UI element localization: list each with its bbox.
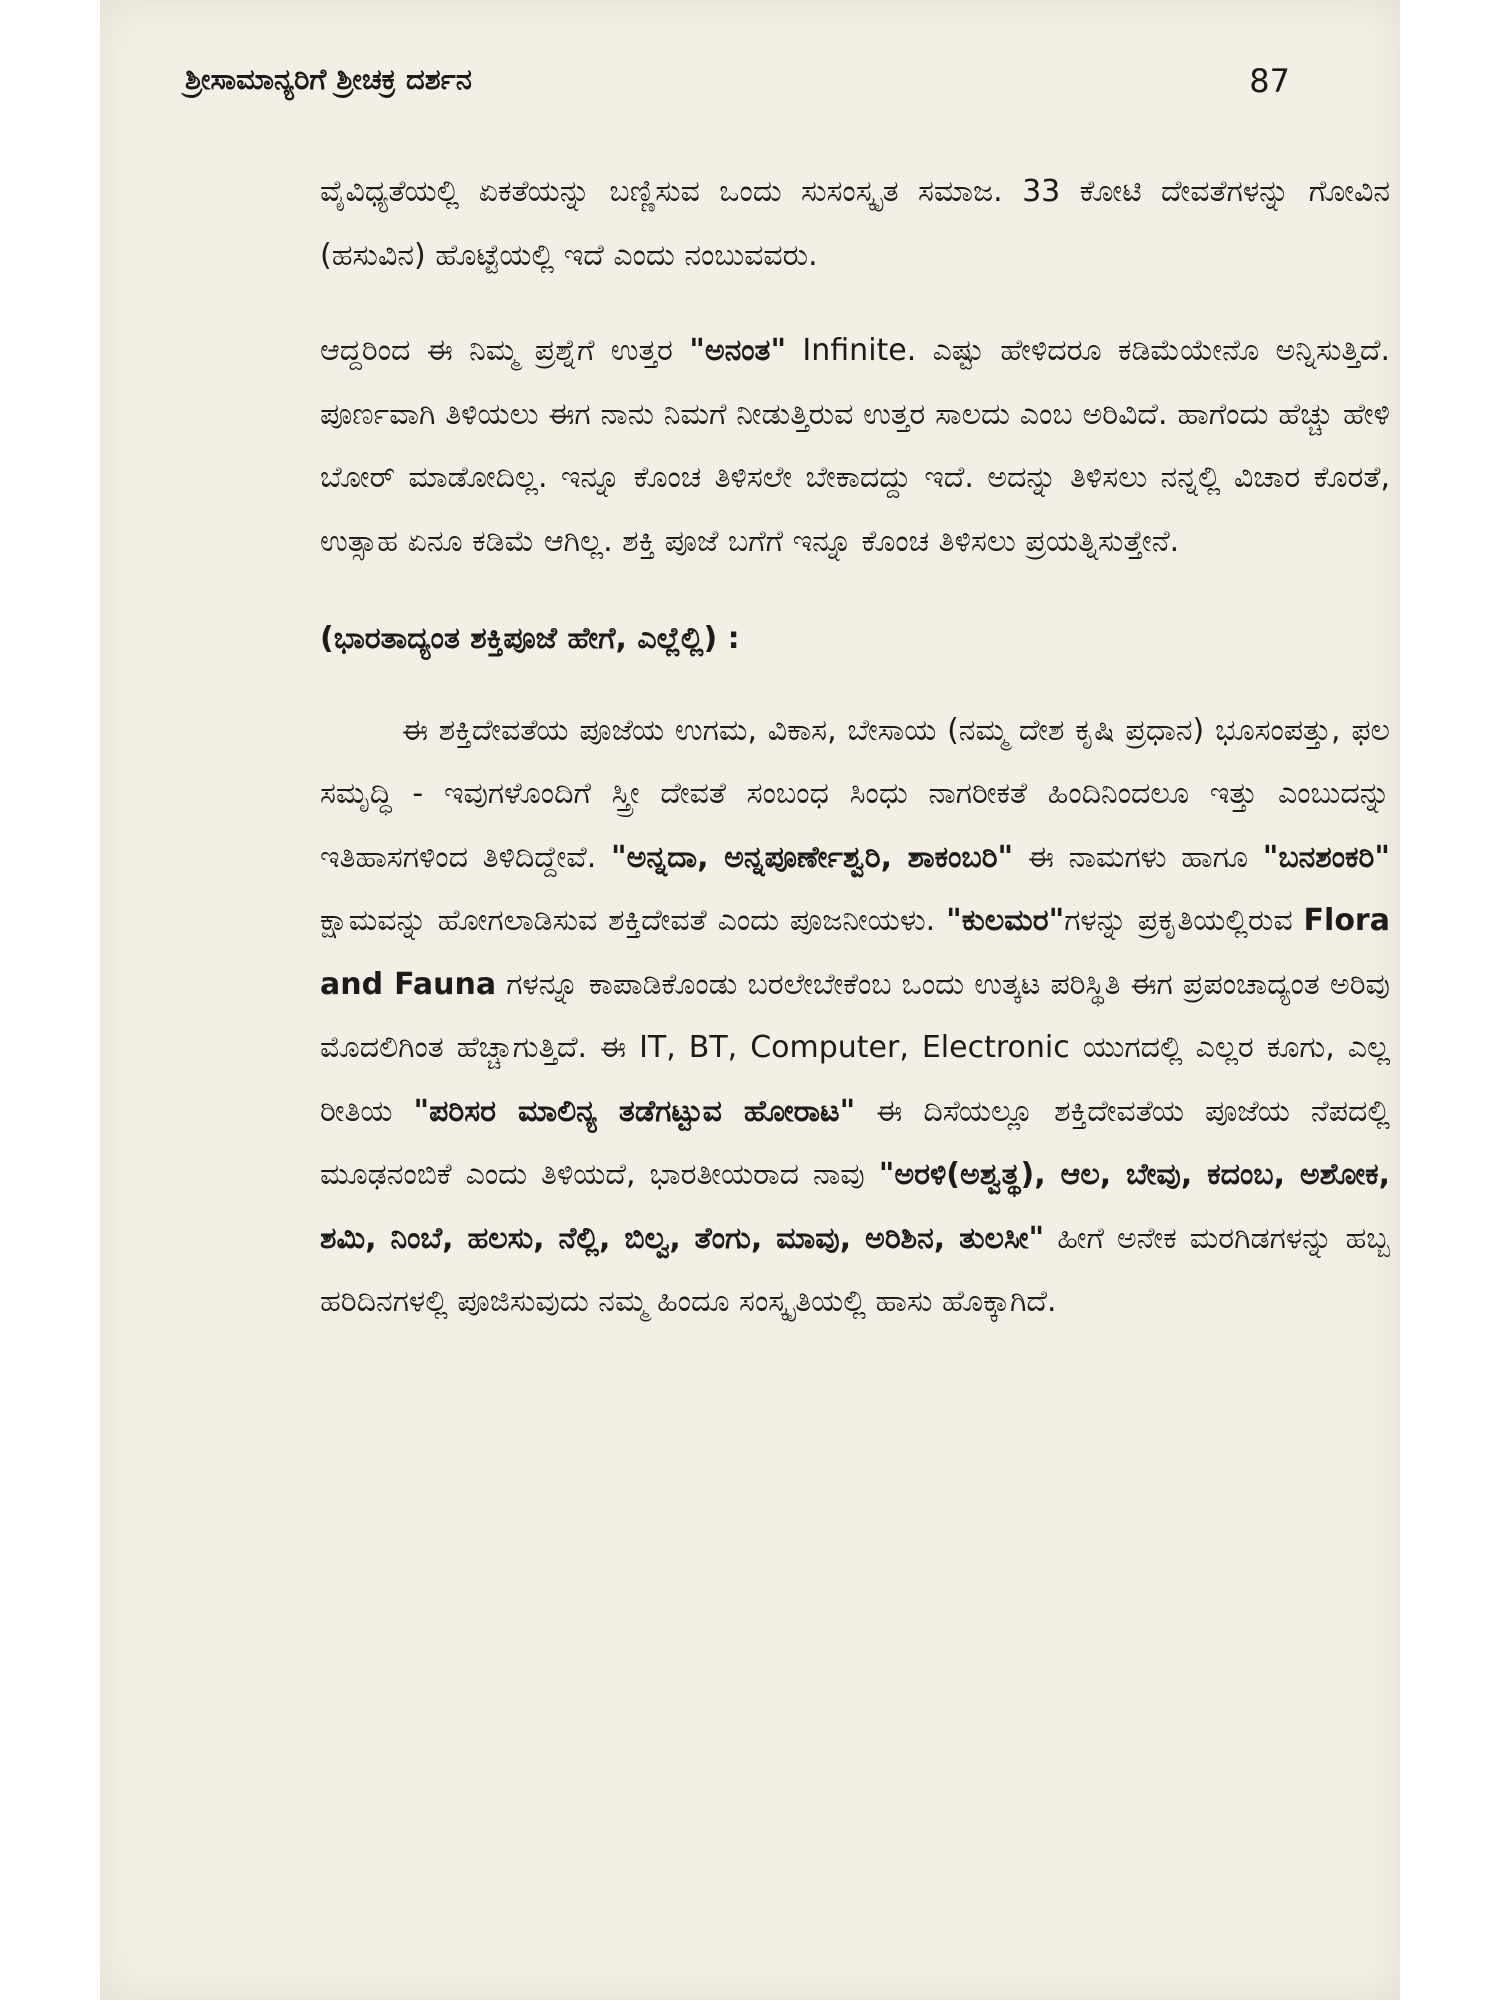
pollution-campaign-phrase: "ಪರಿಸರ ಮಾಲಿನ್ಯ ತಡೆಗಟ್ಟುವ ಹೋರಾಟ"	[413, 1093, 856, 1129]
paragraph-3-text-5: ಗಳನ್ನೂ ಕಾಪಾಡಿಕೊಂಡು ಬರಲೇಬೇಕೆಂಬ ಒಂದು ಉತ್ಕಟ ಪರಿಸ್ಥಿತಿ ಈಗ ಪ್ರಪಂಚಾದ್ಯಂತ ಅರಿವು ಮೊದಲಿಗಿಂತ ಹೆಚ್ಚಾಗುತ್ತಿದೆ. ಈ IT, BT, Computer, Electronic ಯುಗದಲ್ಲಿ ಎಲ್ಲರ ಕೂಗು, ಎಲ್ಲ ರೀತಿಯ	[320, 966, 1390, 1129]
paragraph-3-text-2: ಈ ನಾಮಗಳು ಹಾಗೂ	[1013, 839, 1263, 875]
paragraph-2-text-1: ಆದ್ದರಿಂದ ಈ ನಿಮ್ಮ ಪ್ರಶ್ನೆಗೆ ಉತ್ತರ	[320, 333, 690, 368]
paragraph-3	[320, 699, 1390, 1334]
paragraph-3-text-7: ಹೀಗೆ ಅನೇಕ ಮರಗಿಡಗಳನ್ನು ಹಬ್ಬ ಹರಿದಿನಗಳಲ್ಲಿ ಪೂಜಿಸುವುದು ನಮ್ಮ ಹಿಂದೂ ಸಂಸ್ಕೃತಿಯಲ್ಲಿ ಹಾಸು ಹೊಕ್ಕಾಗಿದೆ.	[320, 1220, 1390, 1319]
paragraph-3-text-3: ಕ್ಷಾಮವನ್ನು ಹೋಗಲಾಡಿಸುವ ಶಕ್ತಿದೇವತೆ ಎಂದು ಪೂಜನೀಯಳು.	[320, 903, 947, 938]
annapurna-names: "ಅನ್ನದಾ, ಅನ್ನಪೂರ್ಣೇಶ್ವರಿ, ಶಾಕಂಬರಿ"	[610, 839, 1014, 875]
banashankari-name: "ಬನಶಂಕರಿ"	[1262, 839, 1391, 875]
paragraph-1-text: ವೈವಿಧ್ಯತೆಯಲ್ಲಿ ಏಕತೆಯನ್ನು ಬಣ್ಣಿಸುವ ಒಂದು ಸುಸಂಸ್ಕೃತ ಸಮಾಜ. 33 ಕೋಟಿ ದೇವತೆಗಳನ್ನು ಗೋವಿನ (ಹಸುವಿನ) ಹೊಟ್ಟೆಯಲ್ಲಿ ಇದೆ ಎಂದು ನಂಬುವವರು.	[320, 174, 1390, 273]
running-title: ಶ್ರೀಸಾಮಾನ್ಯರಿಗೆ ಶ್ರೀಚಕ್ರ ದರ್ಶನ	[185, 62, 472, 96]
book-page	[100, 0, 1400, 2000]
section-heading: (ಭಾರತಾದ್ಯಂತ ಶಕ್ತಿಪೂಜೆ ಹೇಗೆ, ಎಲ್ಲೆಲ್ಲಿ) :	[320, 621, 740, 656]
paragraph-3-text-1: ಈ ಶಕ್ತಿದೇವತೆಯ ಪೂಜೆಯ ಉಗಮ, ವಿಕಾಸ, ಬೇಸಾಯ (ನಮ್ಮ ದೇಶ ಕೃಷಿ ಪ್ರಧಾನ) ಭೂಸಂಪತ್ತು, ಫಲ ಸಮೃದ್ಧಿ - ಇವುಗಳೊಂದಿಗೆ ಸ್ತ್ರೀ ದೇವತೆ ಸಂಬಂಧ ಸಿಂಧು ನಾಗರೀಕತೆ ಹಿಂದಿನಿಂದಲೂ ಇತ್ತು ಎಂಬುದನ್ನು ಇತಿಹಾಸಗಳಿಂದ ತಿಳಿದಿದ್ದೇವೆ.	[320, 712, 1390, 875]
paragraph-1	[320, 160, 1390, 287]
paragraph-2	[320, 319, 1390, 573]
paragraph-3-text-6: ಈ ದಿಸೆಯಲ್ಲೂ ಶಕ್ತಿದೇವತೆಯ ಪೂಜೆಯ ನೆಪದಲ್ಲಿ ಮೂಢನಂಬಿಕೆ ಎಂದು ತಿಳಿಯದೆ, ಭಾರತೀಯರಾದ ನಾವು	[320, 1093, 1390, 1192]
paragraph-3-text-4: ಗಳನ್ನು ಪ್ರಕೃತಿಯಲ್ಲಿರುವ	[1064, 903, 1304, 938]
sacred-trees-list: "ಅರಳಿ(ಅಶ್ವತ್ಥ), ಆಲ, ಬೇವು, ಕದಂಬ, ಅಶೋಕ, ಶಮಿ, ನಿಂಬೆ, ಹಲಸು, ನೆಲ್ಲಿ, ಬಿಲ್ವ, ತೆಂಗು, ಮಾವು, ಅರಿಶಿನ, ತುಲಸೀ"	[320, 1157, 1390, 1256]
page-header	[185, 62, 1290, 112]
page-number: 87	[1249, 62, 1290, 100]
kulamara-term: "ಕುಲಮರ"	[946, 903, 1065, 938]
flora-fauna-term: Flora and Fauna	[320, 903, 1390, 1002]
page-body	[320, 160, 1390, 1334]
anantha-term: "ಅನಂತ"	[689, 333, 787, 368]
paragraph-2-text-2: Infinite. ಎಷ್ಟು ಹೇಳಿದರೂ ಕಡಿಮೆಯೇನೊ ಅನ್ನಿಸುತ್ತಿದೆ. ಪೂರ್ಣವಾಗಿ ತಿಳಿಯಲು ಈಗ ನಾನು ನಿಮಗೆ ನೀಡುತ್ತಿರುವ ಉತ್ತರ ಸಾಲದು ಎಂಬ ಅರಿವಿದೆ. ಹಾಗೆಂದು ಹೆಚ್ಚು ಹೇಳಿ ಬೋರ್ ಮಾಡೋದಿಲ್ಲ. ಇನ್ನೂ ಕೊಂಚ ತಿಳಿಸಲೇ ಬೇಕಾದದ್ದು ಇದೆ. ಅದನ್ನು ತಿಳಿಸಲು ನನ್ನಲ್ಲಿ ವಿಚಾರ ಕೊರತೆ, ಉತ್ಸಾಹ ಏನೂ ಕಡಿಮೆ ಆಗಿಲ್ಲ. ಶಕ್ತಿ ಪೂಜೆ ಬಗೆಗೆ ಇನ್ನೂ ಕೊಂಚ ತಿಳಿಸಲು ಪ್ರಯತ್ನಿಸುತ್ತೇನೆ.	[320, 333, 1390, 559]
